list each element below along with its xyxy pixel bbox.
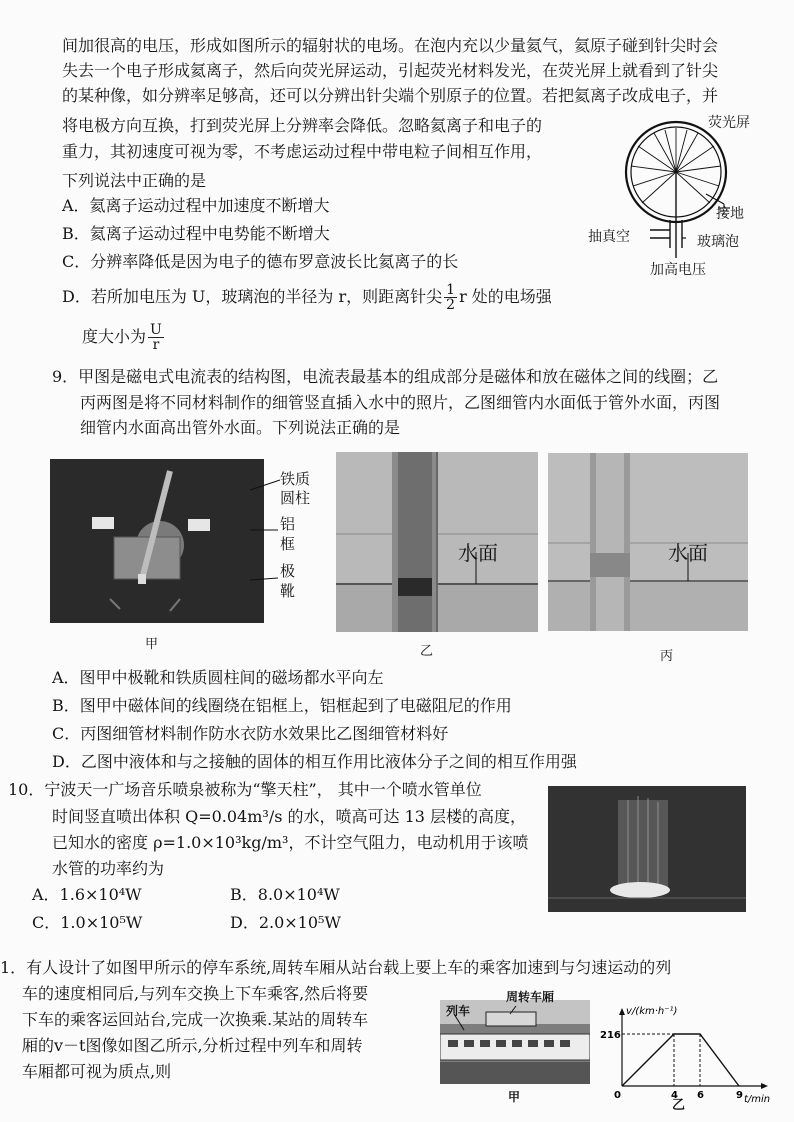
q10-option-b: B．8.0×10⁴W: [230, 885, 340, 904]
caption-bing: 丙: [660, 649, 674, 664]
q8-option-b: B．氦离子运动过程中电势能不断增大: [62, 224, 330, 243]
q8-option-d-post: r 处的电场强: [459, 287, 552, 306]
q11-line-1: 1．有人设计了如图甲所示的停车系统,周转车厢从站台载上要上车的乘客加速到与匀速运动的列: [0, 958, 672, 977]
label-glass-bulb: 玻璃泡: [697, 234, 739, 250]
field-ion-microscope-diagram: [580, 108, 776, 278]
q11-line-3: 下车的乘客运回站台,完成一次换乘.某站的周转车: [22, 1010, 369, 1029]
label-water-surface-bing: 水面: [668, 541, 708, 565]
q10-line-4: 水管的功率约为: [52, 859, 165, 878]
q10-option-d: D．2.0×10⁵W: [230, 913, 341, 932]
frac-num: U: [150, 322, 162, 338]
label-aluminum-frame-2: 框: [280, 535, 296, 553]
fountain-photo: [548, 786, 746, 912]
q8-line-1: 间加很高的电压，形成如图所示的辐射状的电场。在泡内充以少量氦气，氦原子碰到针尖时会: [62, 36, 719, 55]
q8-line-4: 将电极方向互换，打到荧光屏上分辨率会降低。忽略氦离子和电子的: [62, 116, 543, 135]
x-tick-6: 6: [697, 1090, 704, 1101]
q10-option-c: C．1.0×10⁵W: [32, 913, 143, 932]
label-pole-shoe-1: 极: [280, 562, 296, 580]
q11-line-2: 车的速度相同后,与列车交换上下车乘客,然后将要: [22, 984, 369, 1003]
q9-line-3: 细管内水面高出管外水面。下列说法正确的是: [80, 418, 401, 437]
q9-option-d: D．乙图中液体和与之接触的固体的相互作用比液体分子之间的相互作用强: [52, 752, 577, 771]
q9-line-2: 丙两图是将不同材料制作的细管竖直插入水中的照片，乙图细管内水面低于管外水面，丙图: [80, 393, 721, 412]
q8-option-d-pre: D．若所加电压为 U，玻璃泡的半径为 r，则距离针尖: [62, 287, 443, 306]
q11-line-5: 车厢都可视为质点,则: [22, 1062, 172, 1081]
q8-option-d: [62, 280, 552, 314]
q9-option-b: B．图甲中磁体间的线圈绕在铝框上，铝框起到了电磁阻尼的作用: [52, 696, 512, 715]
q8-option-d-line2: [82, 320, 166, 354]
x-tick-0: 0: [614, 1090, 621, 1101]
galvanometer-photo: [50, 459, 264, 623]
q10-line-2: 时间竖直喷出体积 Q=0.04m³/s 的水，喷高可达 13 层楼的高度，: [52, 807, 527, 826]
x-axis-arrow: [761, 1083, 768, 1089]
q9-option-a: A．图甲中极靴和铁质圆柱间的磁场都水平向左: [52, 668, 384, 687]
label-screen: 荧光屏: [708, 115, 750, 131]
y-tick-216: 216: [600, 1030, 621, 1041]
v-t-chart: [598, 1004, 774, 1108]
q11-line-4: 厢的v－t图像如图乙所示,分析过程中列车和周转: [22, 1036, 363, 1055]
label-water-surface-yi: 水面: [458, 541, 498, 565]
label-vacuum: 抽真空: [588, 229, 630, 245]
frac-num: 1: [446, 282, 456, 298]
q8-line-2: 失去一个电子形成氦离子，然后向荧光屏运动，引起荧光材料发光，在荧光屏上就看到了针尖: [62, 61, 719, 80]
y-axis-label: v/(km·h⁻¹): [626, 1006, 678, 1017]
q8-line-3: 的某种像，如分辨率足够高，还可以分辨出针尖端个别原子的位置。若把氦离子改成电子，并: [62, 86, 719, 105]
x-tick-9: 9: [736, 1090, 743, 1101]
q8-line-5: 重力，其初速度可视为零，不考虑运动过程中带电粒子间相互作用，: [62, 142, 543, 161]
frac-den: 2: [446, 297, 456, 313]
q10-line-3: 已知水的密度 ρ=1.0×10³kg/m³，不计空气阻力，电动机用于该喷: [52, 833, 529, 852]
x-tick-4: 4: [671, 1090, 678, 1101]
label-ground: 接地: [716, 206, 744, 222]
fraction-half: [444, 283, 457, 312]
caption-jia: 甲: [145, 637, 159, 652]
q8-option-d-line2-pre: 度大小为: [82, 327, 147, 346]
q9-option-c: C．丙图细管材料制作防水衣防水效果比乙图细管材料好: [52, 724, 449, 743]
q10-line-1: 10．宁波天一广场音乐喷泉被称为“擎天柱”， 其中一个喷水管单位: [8, 780, 482, 799]
frac-den: r: [152, 337, 160, 353]
q10-option-a: A．1.6×10⁴W: [32, 885, 142, 904]
caption-q11-jia: 甲: [508, 1090, 521, 1104]
label-iron-cylinder-2: 圆柱: [280, 489, 311, 507]
label-train: 列车: [446, 1004, 471, 1018]
y-axis-arrow: [619, 1008, 625, 1015]
x-axis-label: t/min: [744, 1094, 771, 1105]
tube-photo-yi: [336, 452, 538, 632]
label-pole-shoe-2: 靴: [280, 582, 296, 600]
tube-photo-bing: [548, 453, 748, 631]
q8-option-a: A．氦离子运动过程中加速度不断增大: [62, 196, 330, 215]
label-iron-cylinder-1: 铁质: [280, 470, 311, 488]
label-aluminum-frame-1: 铝: [280, 515, 296, 533]
q8-option-c: C．分辨率降低是因为电子的德布罗意波长比氦离子的长: [62, 252, 459, 271]
series-line: [622, 1034, 739, 1086]
label-transfer-car: 周转车厢: [506, 990, 555, 1004]
fraction-u-over-r: [148, 323, 164, 352]
q9-line-1: 9．甲图是磁电式电流表的结构图，电流表最基本的组成部分是磁体和放在磁体之间的线圈；乙: [52, 367, 719, 386]
caption-q11-yi: 乙: [672, 1098, 686, 1113]
q8-line-6: 下列说法中正确的是: [62, 171, 207, 190]
label-high-voltage: 加高电压: [650, 262, 706, 278]
caption-yi: 乙: [420, 644, 434, 659]
